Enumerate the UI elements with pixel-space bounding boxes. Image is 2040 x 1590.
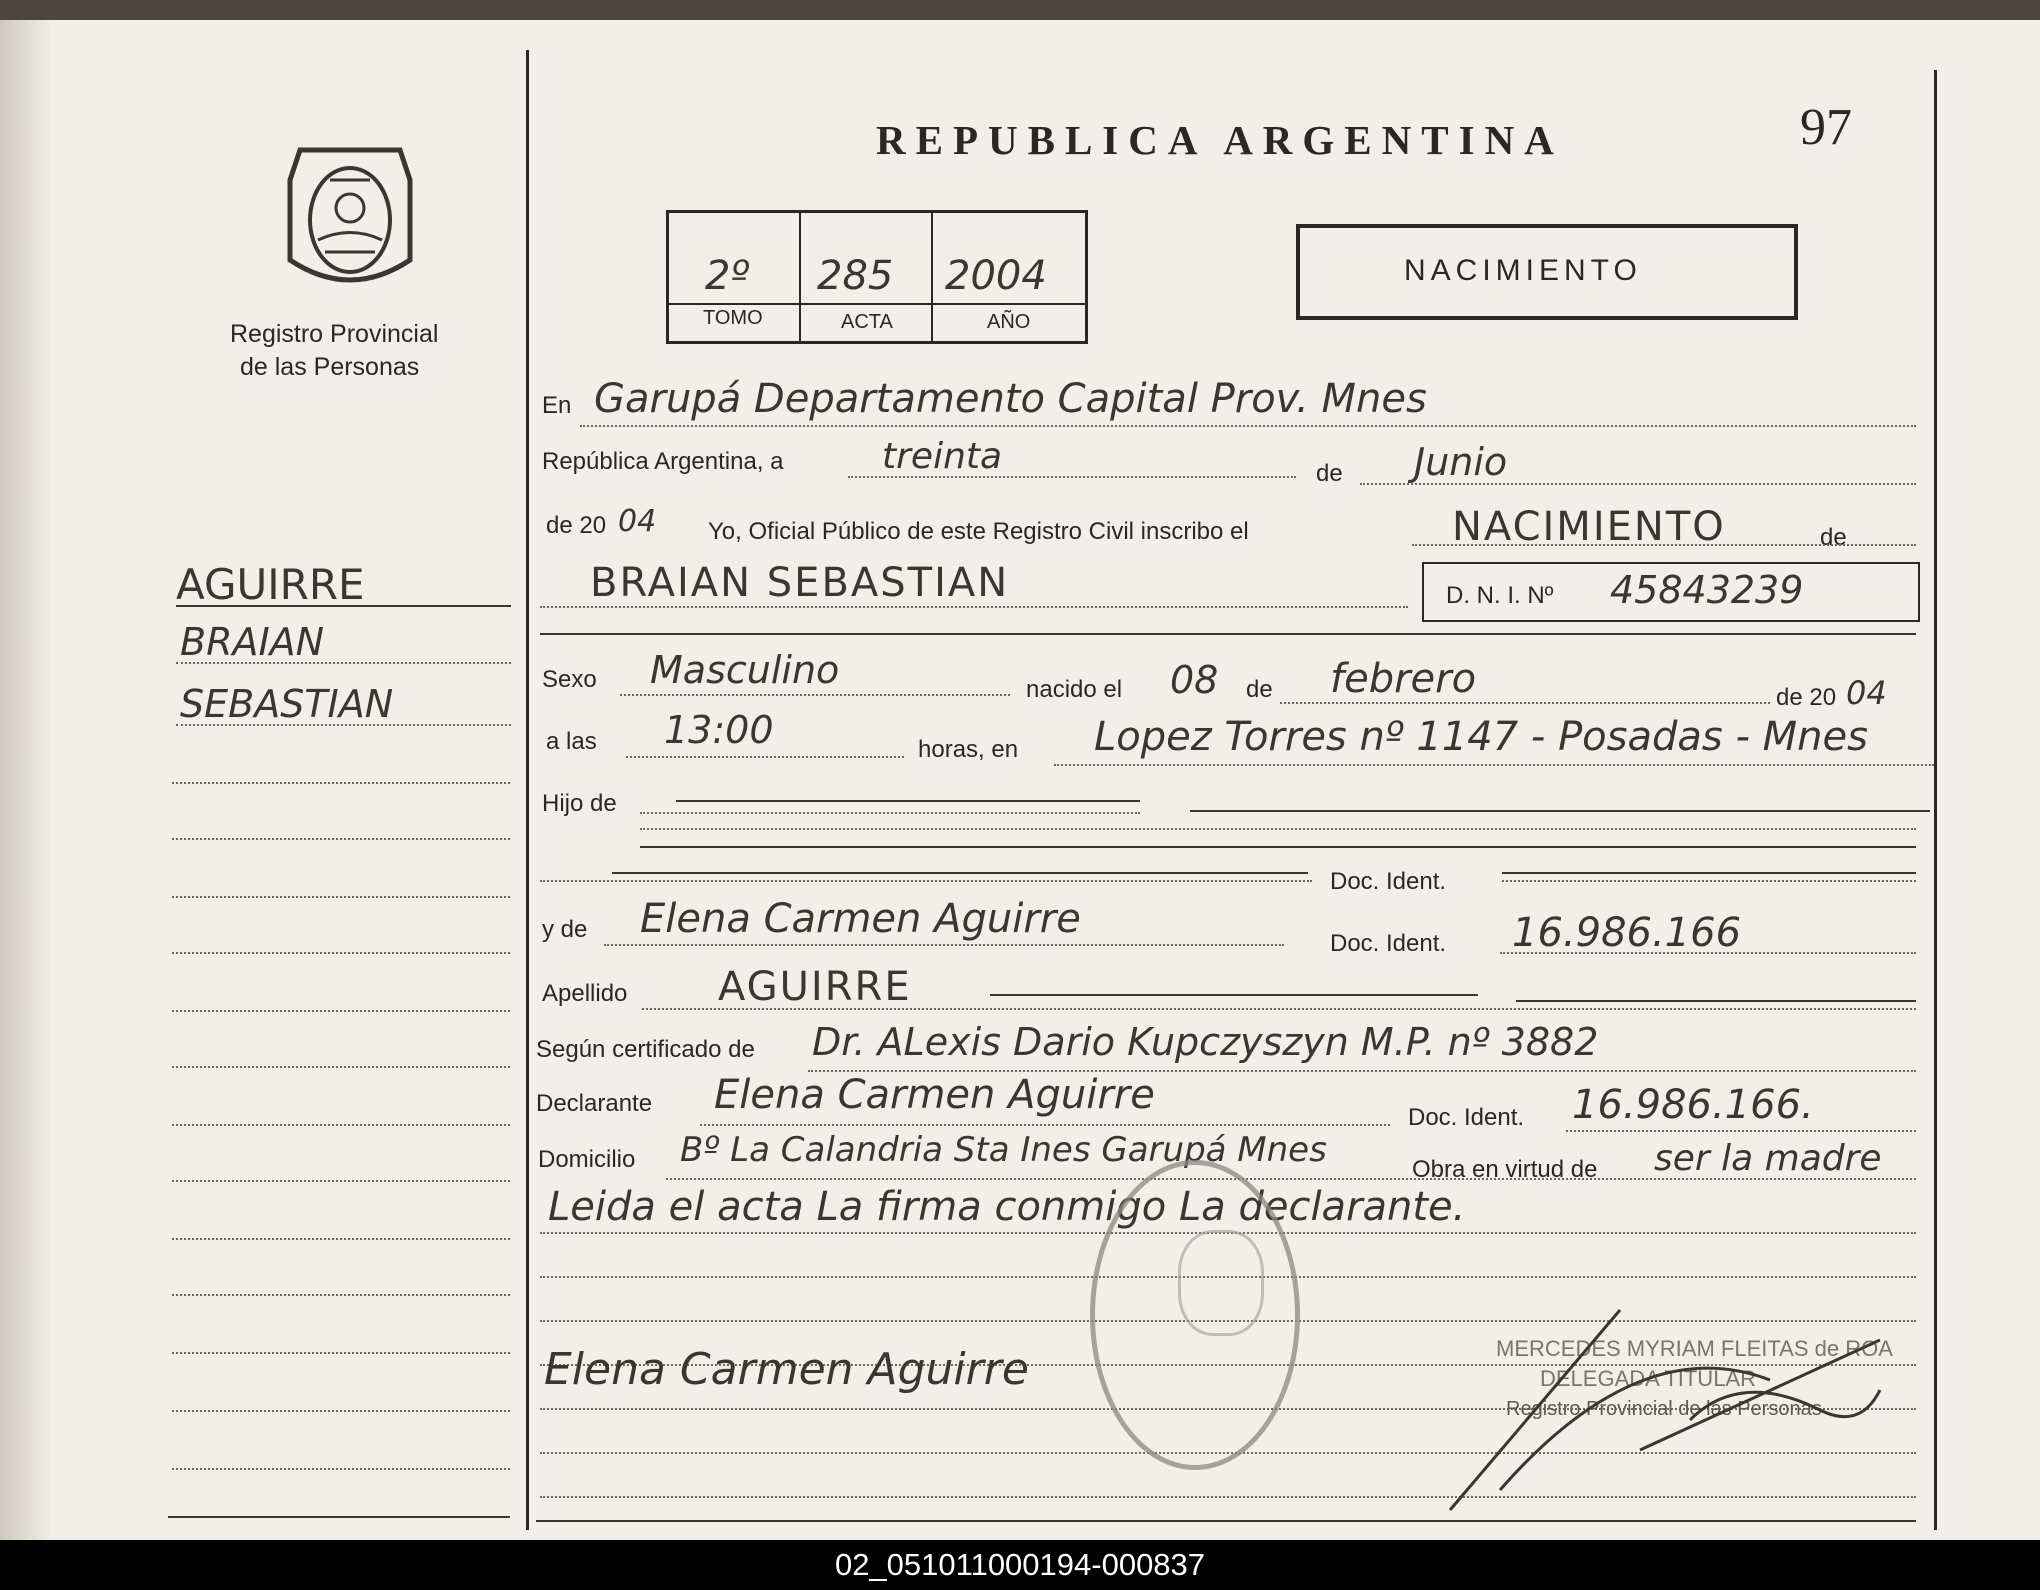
obra-label: Obra en virtud de <box>1412 1156 1598 1183</box>
book-spine <box>0 20 50 1540</box>
official-signature-icon <box>1440 1290 1900 1520</box>
place-value: Garupá Departamento Capital Prov. Mnes <box>594 376 1427 422</box>
birth-year-label: de 20 <box>1776 684 1837 711</box>
a-las-label: a las <box>546 728 597 755</box>
mother-doc-value: 16.986.166 <box>1512 910 1742 956</box>
birth-place-value: Lopez Torres nº 1147 - Posadas - Mnes <box>1094 714 1868 760</box>
acta-value: 285 <box>817 253 894 299</box>
hour-value: 13:00 <box>664 708 774 752</box>
dni-box <box>1422 562 1920 622</box>
margin-name1: BRAIAN <box>180 620 325 664</box>
day-value: treinta <box>882 436 1003 477</box>
doc-ident-label-declarante: Doc. Ident. <box>1408 1104 1525 1131</box>
mother-value: Elena Carmen Aguirre <box>640 896 1081 942</box>
acta-label: ACTA <box>841 311 893 333</box>
birth-de-label: de <box>1246 676 1273 703</box>
stamp-seal-icon <box>1178 1230 1264 1336</box>
domicilio-label: Domicilio <box>538 1146 636 1173</box>
de-suffix-label: de <box>1820 524 1847 551</box>
declarant-signature: Elena Carmen Aguirre <box>544 1344 1029 1395</box>
official-title: DELEGADA TITULAR <box>1540 1366 1756 1391</box>
ledger-box <box>666 210 1088 344</box>
registry-name-line2: de las Personas <box>240 353 420 381</box>
tomo-value: 2º <box>705 253 750 299</box>
sexo-value: Masculino <box>650 648 840 692</box>
margin-surname: AGUIRRE <box>176 560 365 609</box>
ano-label: AÑO <box>987 311 1031 333</box>
column-divider <box>526 50 529 1530</box>
ano-value: 2004 <box>945 253 1047 299</box>
registry-name-line1: Registro Provincial <box>230 320 439 348</box>
official-name: MERCEDES MYRIAM FLEITAS de ROA <box>1496 1336 1893 1361</box>
sexo-label: Sexo <box>542 666 597 693</box>
dni-label: D. N. I. Nº <box>1446 582 1554 609</box>
declarante-label: Declarante <box>536 1090 653 1117</box>
apellido-label: Apellido <box>542 980 628 1007</box>
acto-value: NACIMIENTO <box>1452 504 1726 550</box>
full-name-value: BRAIAN SEBASTIAN <box>590 560 1010 606</box>
hijo-label: Hijo de <box>542 790 617 817</box>
month-value: Junio <box>1414 440 1508 484</box>
segun-label: Según certificado de <box>536 1036 755 1063</box>
nacido-label: nacido el <box>1026 676 1123 703</box>
declarante-value: Elena Carmen Aguirre <box>714 1072 1155 1118</box>
doc-ident-label-mother: Doc. Ident. <box>1330 930 1447 957</box>
margin-name2: SEBASTIAN <box>180 682 394 726</box>
right-border <box>1934 70 1937 1530</box>
en-label: En <box>542 392 572 419</box>
closing-statement: Leida el acta La firma conmigo La declarante. <box>548 1184 1466 1230</box>
record-type: NACIMIENTO <box>1404 254 1642 287</box>
document-page <box>0 20 2040 1540</box>
official-org: Registro Provincial de las Personas <box>1506 1398 1822 1420</box>
domicilio-value: Bº La Calandria Sta Ines Garupá Mnes <box>680 1130 1327 1170</box>
horas-label: horas, en <box>918 736 1019 763</box>
year-label-prefix: de 20 <box>546 512 607 539</box>
republica-label: República Argentina, a <box>542 448 784 475</box>
province-seal-icon <box>280 140 420 300</box>
yo-label: Yo, Oficial Público de este Registro Civil inscribo el <box>708 518 1249 545</box>
declarante-doc-value: 16.986.166. <box>1572 1082 1814 1128</box>
apellido-value: AGUIRRE <box>718 964 912 1010</box>
y-de-label: y de <box>542 916 588 943</box>
dni-value: 45843239 <box>1610 568 1804 612</box>
birth-month-value: febrero <box>1330 656 1477 702</box>
birth-day-value: 08 <box>1170 658 1219 702</box>
doctor-value: Dr. ALexis Dario Kupczyszyn M.P. nº 3882 <box>812 1020 1599 1064</box>
birth-year-hand-value: 04 <box>1846 674 1887 712</box>
de-label: de <box>1316 460 1343 487</box>
record-type-box <box>1296 224 1798 320</box>
obra-value: ser la madre <box>1654 1138 1882 1179</box>
image-code-footer: 02_051011000194-000837 <box>0 1540 2040 1590</box>
country-heading: REPUBLICA ARGENTINA <box>876 117 1564 163</box>
tomo-label: TOMO <box>703 307 763 329</box>
doc-ident-label-father: Doc. Ident. <box>1330 868 1447 895</box>
year-hand-value: 04 <box>618 504 657 539</box>
page-number: 97 <box>1800 99 1852 156</box>
